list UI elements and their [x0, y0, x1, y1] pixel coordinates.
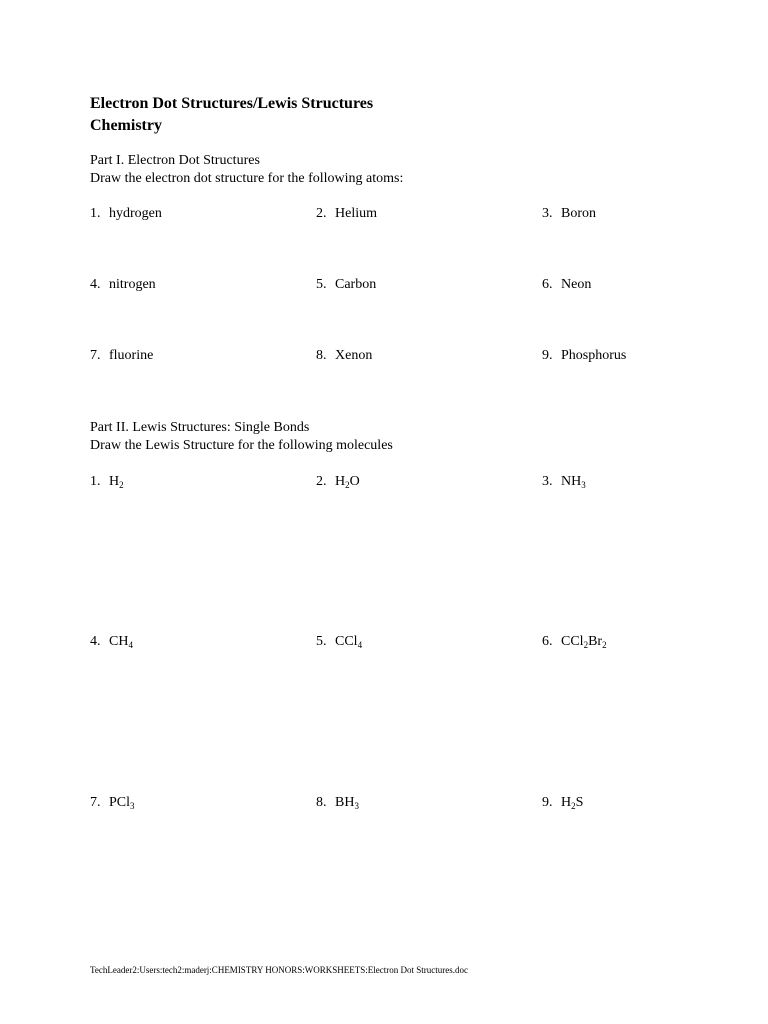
item-number: 7. — [90, 795, 101, 810]
molecule-item-4 — [90, 633, 133, 651]
file-path-footer: TechLeader2:Users:tech2:maderj:CHEMISTRY HONORS:WORKSHEETS:Electron Dot Structures.doc — [90, 965, 468, 975]
formula-text: CCl — [561, 634, 584, 649]
molecule-item-7 — [90, 794, 135, 812]
atom-item-7 — [90, 347, 153, 365]
part2-heading: Part II. Lewis Structures: Single Bonds — [90, 420, 310, 435]
document-title: Electron Dot Structures/Lewis Structures — [90, 95, 374, 112]
atom-name: fluorine — [109, 348, 154, 363]
molecule-item-6 — [542, 633, 607, 651]
atom-name: Boron — [561, 206, 596, 221]
atom-item-8 — [316, 347, 372, 365]
formula-subscript: 3 — [581, 480, 586, 490]
atom-name: Neon — [561, 277, 592, 292]
molecule-formula — [335, 474, 360, 489]
atom-name: nitrogen — [109, 277, 156, 292]
atom-item-1 — [90, 205, 162, 223]
atom-item-4 — [90, 276, 156, 294]
molecule-formula — [561, 474, 586, 489]
part2-instructions: Draw the Lewis Structure for the following molecules — [90, 438, 393, 453]
atom-item-2 — [316, 205, 377, 223]
item-number: 3. — [542, 474, 553, 489]
formula-text: S — [575, 795, 584, 810]
item-number: 9. — [542, 795, 553, 810]
molecule-formula — [109, 474, 124, 489]
atom-name: Carbon — [335, 277, 377, 292]
atom-name: hydrogen — [109, 206, 162, 221]
atom-item-3 — [542, 205, 596, 223]
formula-subscript: 4 — [128, 640, 133, 650]
formula-text: Br — [588, 634, 603, 649]
formula-text: CH — [109, 634, 129, 649]
item-number: 4. — [90, 277, 101, 292]
formula-subscript: 3 — [354, 801, 359, 811]
item-number: 6. — [542, 277, 553, 292]
formula-subscript: 2 — [571, 801, 576, 811]
formula-text: PCl — [109, 795, 131, 810]
molecule-formula — [109, 795, 135, 810]
formula-subscript: 2 — [345, 480, 350, 490]
formula-subscript: 2 — [602, 640, 607, 650]
item-number: 4. — [90, 634, 101, 649]
molecule-formula — [561, 795, 583, 810]
formula-subscript: 3 — [130, 801, 135, 811]
part1-heading: Part I. Electron Dot Structures — [90, 153, 260, 168]
subject-heading: Chemistry — [90, 117, 162, 134]
part1-instructions: Draw the electron dot structure for the following atoms: — [90, 171, 404, 186]
molecule-formula — [109, 634, 133, 649]
formula-subscript: 2 — [583, 640, 589, 650]
atom-item-5 — [316, 276, 376, 294]
item-number: 5. — [316, 634, 327, 649]
item-number: 1. — [90, 474, 101, 489]
molecule-item-3 — [542, 473, 586, 491]
item-number: 1. — [90, 206, 101, 221]
atom-name: Xenon — [335, 348, 373, 363]
item-number: 5. — [316, 277, 327, 292]
molecule-item-5 — [316, 633, 362, 651]
formula-text: H — [335, 474, 346, 489]
formula-subscript: 2 — [119, 480, 124, 490]
formula-text: H — [109, 474, 120, 489]
formula-text: CCl — [335, 634, 358, 649]
molecule-formula — [335, 795, 359, 810]
item-number: 2. — [316, 474, 327, 489]
molecule-item-9 — [542, 794, 583, 812]
molecule-item-1 — [90, 473, 124, 491]
atom-item-9 — [542, 347, 626, 365]
molecule-item-8 — [316, 794, 359, 812]
molecule-item-2 — [316, 473, 360, 491]
formula-subscript: 4 — [357, 640, 363, 650]
formula-text: O — [349, 474, 360, 489]
item-number: 8. — [316, 795, 327, 810]
atom-name: Helium — [335, 206, 377, 221]
formula-text: BH — [335, 795, 355, 810]
atom-item-6 — [542, 276, 591, 294]
item-number: 9. — [542, 348, 553, 363]
formula-text: H — [561, 795, 572, 810]
item-number: 6. — [542, 634, 553, 649]
item-number: 2. — [316, 206, 327, 221]
molecule-formula — [335, 634, 362, 649]
atom-name: Phosphorus — [561, 348, 627, 363]
molecule-formula — [561, 634, 607, 649]
item-number: 7. — [90, 348, 101, 363]
formula-text: NH — [561, 474, 582, 489]
item-number: 3. — [542, 206, 553, 221]
item-number: 8. — [316, 348, 327, 363]
